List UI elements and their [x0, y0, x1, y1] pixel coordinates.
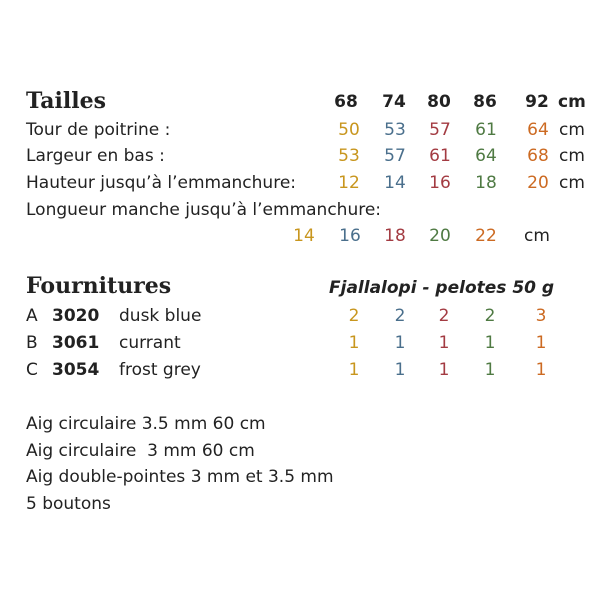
yarn-qty: 1 — [394, 333, 406, 353]
yarn-qty: 1 — [535, 333, 547, 353]
measure-value: 68 — [527, 146, 549, 166]
measure-value: 20 — [429, 226, 451, 246]
measure-unit: cm — [559, 173, 585, 193]
yarn-qty: 1 — [438, 333, 450, 353]
size-label: 92 — [525, 92, 549, 112]
yarn-heading: Fjallalopi - pelotes 50 g — [329, 278, 555, 298]
measure-value: 61 — [429, 146, 451, 166]
yarn-qty: 1 — [484, 360, 496, 380]
measure-value: 64 — [527, 120, 549, 140]
measure-value: 20 — [527, 173, 549, 193]
yarn-qty: 2 — [484, 306, 496, 326]
yarn-name: currant — [119, 333, 181, 353]
yarn-qty: 2 — [438, 306, 450, 326]
tool-item: Aig circulaire 3.5 mm 60 cm — [26, 414, 266, 434]
yarn-letter: B — [26, 333, 38, 353]
measure-value: 22 — [475, 226, 497, 246]
measure-value: 50 — [338, 120, 360, 140]
tool-item: Aig double-pointes 3 mm et 3.5 mm — [26, 467, 334, 487]
yarn-qty: 1 — [535, 360, 547, 380]
yarn-qty: 1 — [348, 360, 360, 380]
yarn-name: dusk blue — [119, 306, 202, 326]
size-label: 80 — [427, 92, 451, 112]
yarn-qty: 2 — [348, 306, 360, 326]
measure-value: 57 — [429, 120, 451, 140]
measure-value: 16 — [429, 173, 451, 193]
measure-value: 14 — [293, 226, 315, 246]
yarn-qty: 3 — [535, 306, 547, 326]
measure-label-sleeve: Longueur manche jusqu’à l’emmanchure: — [26, 200, 382, 220]
measure-value: 53 — [384, 120, 406, 140]
measure-value: 12 — [338, 173, 360, 193]
size-label: 86 — [473, 92, 497, 112]
measure-value: 18 — [475, 173, 497, 193]
measure-value: 64 — [475, 146, 497, 166]
yarn-code: 3020 — [52, 306, 100, 326]
measure-label-height: Hauteur jusqu’à l’emmanchure: — [26, 173, 297, 193]
size-label: 68 — [334, 92, 358, 112]
measure-label-chest: Tour de poitrine : — [26, 120, 171, 140]
yarn-qty: 1 — [348, 333, 360, 353]
sizes-title: Tailles — [26, 88, 106, 114]
yarn-qty: 1 — [438, 360, 450, 380]
yarn-code: 3061 — [52, 333, 100, 353]
measure-value: 18 — [384, 226, 406, 246]
yarn-code: 3054 — [52, 360, 100, 380]
yarn-letter: A — [26, 306, 38, 326]
measure-label-width: Largeur en bas : — [26, 146, 165, 166]
measure-unit: cm — [559, 146, 585, 166]
yarn-name: frost grey — [119, 360, 201, 380]
supplies-title: Fournitures — [26, 273, 172, 299]
measure-unit: cm — [559, 120, 585, 140]
size-label: 74 — [382, 92, 406, 112]
size-unit: cm — [558, 92, 586, 112]
tool-item: 5 boutons — [26, 494, 111, 514]
measure-value: 53 — [338, 146, 360, 166]
measure-unit: cm — [524, 226, 550, 246]
measure-value: 16 — [339, 226, 361, 246]
measure-value: 57 — [384, 146, 406, 166]
yarn-letter: C — [26, 360, 38, 380]
measure-value: 14 — [384, 173, 406, 193]
measure-value: 61 — [475, 120, 497, 140]
yarn-qty: 2 — [394, 306, 406, 326]
tool-item: Aig circulaire 3 mm 60 cm — [26, 441, 255, 461]
yarn-qty: 1 — [484, 333, 496, 353]
yarn-qty: 1 — [394, 360, 406, 380]
